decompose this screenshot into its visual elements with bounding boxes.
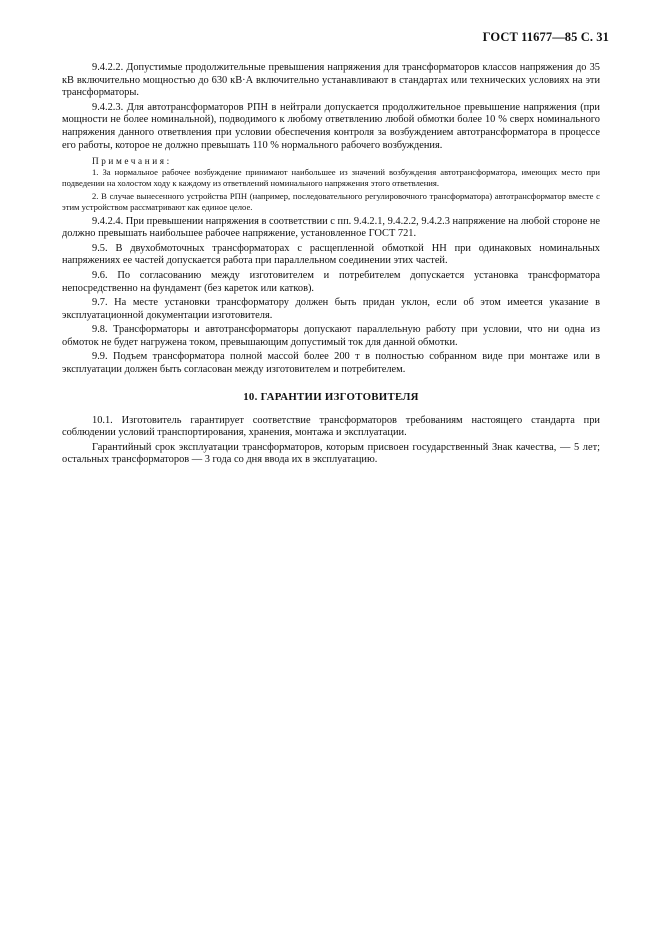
paragraph-warranty: Гарантийный срок эксплуатации трансформаторов, которым присвоен государственный Знак качества, — 5 лет; остальных трансформаторов — 3 года со дня ввода их в эксплуатацию. [62, 441, 600, 466]
notes-heading: Примечания: [92, 156, 172, 167]
page-body [62, 62, 600, 469]
paragraph-9-7: 9.7. На месте установки трансформатору должен быть придан уклон, если об этом имеется указание в эксплуатационной документации изготовителя. [62, 297, 600, 321]
paragraph-9-4-2-2: 9.4.2.2. Допустимые продолжительные превышения напряжения для трансформаторов классов напряжения до 35 кВ включительно мощностью до 630 кВ·А включительно устанавливают в стандартах или технических условиях на эти трансформаторы. [62, 62, 600, 99]
note-2: 2. В случае вынесенного устройства РПН (например, последовательного регулировочного трансформатора) автотрансформатор вместе с этим устройством рассматривают как единое целое. [62, 191, 600, 212]
paragraph-10-1: 10.1. Изготовитель гарантирует соответствие трансформаторов требованиям настоящего стандарта при соблюдении условий транспортирования, хранения, монтажа и эксплуатации. [62, 414, 600, 439]
notes-block [62, 156, 600, 212]
note-1: 1. За нормальное рабочее возбуждение принимают наибольшее из значений возбуждения автотрансформатора, имеющих место при подведении на холостом ходу к каждому из ответвлений номинального напряжения этого ответвления. [62, 167, 600, 188]
paragraph-9-9: 9.9. Подъем трансформатора полной массой более 200 т в полностью собранном виде при монтаже или в эксплуатации должен быть согласован между изготовителем и потребителем. [62, 351, 600, 376]
page-header: ГОСТ 11677—85 С. 31 [482, 30, 609, 44]
paragraph-9-8: 9.8. Трансформаторы и автотрансформаторы допускают параллельную работу при условии, что ни одна из обмоток не будет нагружена током, превышающим допустимый ток для данной обмотки. [62, 324, 600, 348]
paragraph-9-4-2-3: 9.4.2.3. Для автотрансформаторов РПН в нейтрали допускается продолжительное превышение напряжения (при мощности не более номинальной), подводимого к любому ответвлению любой обмотки более 10 % сверх номинального напряжения данного ответвления при условии обеспечения контроля за возбуждением автотрансформатора в процессе его работы, которое не должно превышать 110 % нормального рабочего возбуждения. [62, 101, 600, 151]
paragraph-9-5: 9.5. В двухобмоточных трансформаторах с расщепленной обмоткой НН при одинаковых номинальных напряжениях ее частей допускается работа при параллельном соединении этих частей. [62, 242, 600, 267]
paragraph-9-4-2-4: 9.4.2.4. При превышении напряжения в соответствии с пп. 9.4.2.1, 9.4.2.2, 9.4.2.3 напряжение на любой стороне не должно превышать наибольшее рабочее напряжение, установленное ГОСТ 721. [62, 215, 601, 240]
section-title: 10. ГАРАНТИИ ИЗГОТОВИТЕЛЯ [243, 390, 419, 403]
paragraph-9-6: 9.6. По согласованию между изготовителем и потребителем допускается установка трансформатора непосредственно на фундамент (без кареток или катков). [62, 269, 600, 294]
